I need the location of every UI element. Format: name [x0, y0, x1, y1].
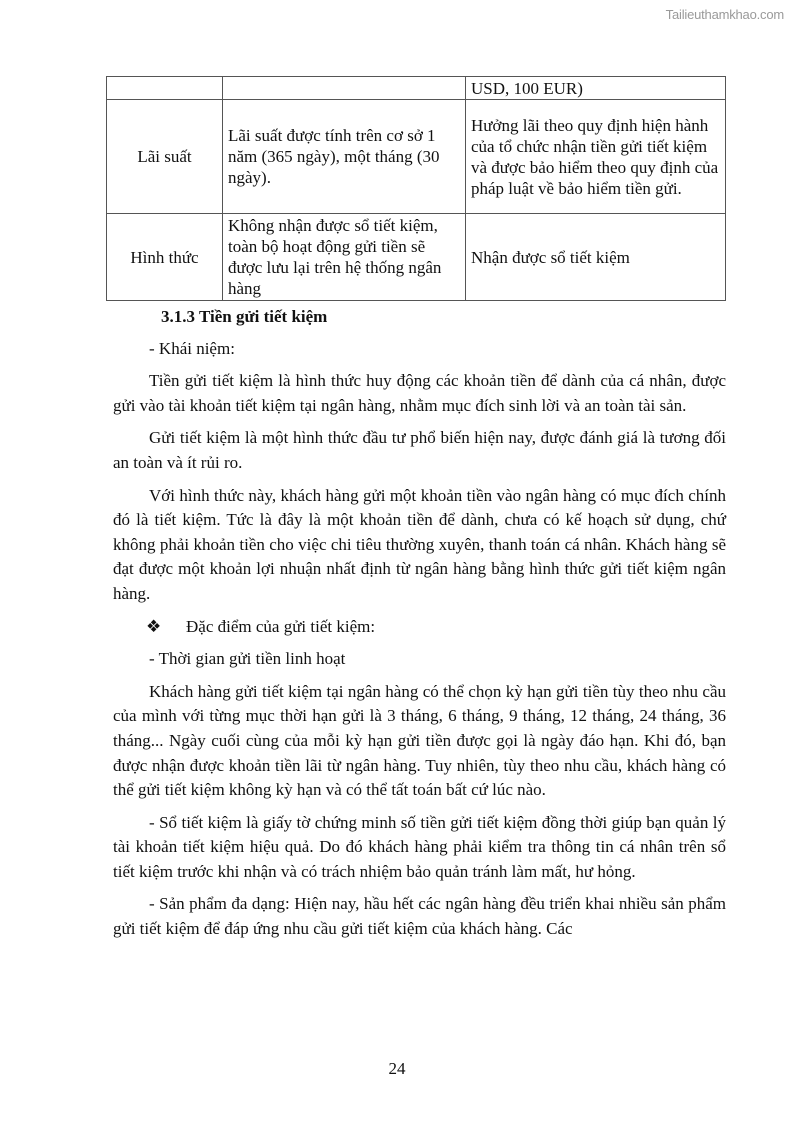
table-cell: [223, 77, 466, 100]
document-body: [113, 305, 726, 950]
page-number: 24: [388, 1059, 406, 1078]
paragraph: - Sổ tiết kiệm là giấy tờ chứng minh số tiền gửi tiết kiệm đồng thời giúp bạn quản lý tài khoản tiết kiệm hiệu quả. Do đó khách hàng phải kiểm tra thông tin cá nhân trên sổ tiết kiệm trước khi nhận và có trách nhiệm bảo quản tránh làm mất, hư hỏng.: [113, 812, 726, 881]
table-row: [107, 77, 726, 100]
paragraph: - Sản phẩm đa dạng: Hiện nay, hầu hết các ngân hàng đều triển khai nhiều sản phẩm gửi tiết kiệm để đáp ứng nhu cầu gửi tiết kiệm của khách hàng. Các: [113, 894, 726, 939]
table-cell-label: Lãi suất: [107, 100, 223, 214]
paragraph: Tiền gửi tiết kiệm là hình thức huy động các khoản tiền để dành của cá nhân, được gửi vào tài khoản tiết kiệm tại ngân hàng, nhằm mục đích sinh lời và an toàn tài sản.: [113, 371, 726, 415]
feature-title: - Thời gian gửi tiền linh hoạt: [149, 649, 346, 669]
section-heading: 3.1.3 Tiền gửi tiết kiệm: [161, 307, 328, 326]
diamond-bullet-icon: ❖: [146, 616, 162, 636]
features-heading: [113, 615, 726, 640]
features-label: Đặc điểm của gửi tiết kiệm:: [186, 616, 376, 636]
table-cell: Không nhận được sổ tiết kiệm, toàn bộ hoạt động gửi tiền sẽ được lưu lại trên hệ thống ngân hàng: [223, 214, 466, 301]
paragraph: Gửi tiết kiệm là một hình thức đầu tư phổ biến hiện nay, được đánh giá là tương đối an toàn và ít rủi ro.: [113, 428, 726, 472]
paragraph: Khách hàng gửi tiết kiệm tại ngân hàng có thể chọn kỳ hạn gửi tiền tùy theo nhu cầu của mình với từng mục thời hạn gửi là 3 tháng, 6 tháng, 9 tháng, 12 tháng, 24 tháng, 36 tháng... Ngày cuối cùng của mỗi kỳ hạn gửi tiền được gọi là ngày đáo hạn. Khi đó, bạn được nhận được khoản tiền lãi từ ngân hàng. Tuy nhiên, tùy theo nhu cầu, khách hàng có thể gửi tiết kiệm không kỳ hạn và có thể tất toán bất cứ lúc nào.: [113, 681, 726, 800]
comparison-table: [106, 76, 726, 301]
table-cell: Lãi suất được tính trên cơ sở 1 năm (365 ngày), một tháng (30 ngày).: [223, 100, 466, 214]
concept-label: - Khái niệm:: [149, 338, 235, 358]
table-cell: Hưởng lãi theo quy định hiện hành của tổ chức nhận tiền gửi tiết kiệm và được bảo hiểm theo quy định của pháp luật về bảo hiểm tiền gửi.: [466, 100, 726, 214]
watermark: Tailieuthamkhao.com: [665, 7, 784, 22]
paragraph: Với hình thức này, khách hàng gửi một khoản tiền vào ngân hàng có mục đích chính đó là tiết kiệm. Tức là đây là một khoản tiền để dành, chưa có kế hoạch sử dụng, chứ không phải khoản tiền cho việc chi tiêu thường xuyên, thanh toán cá nhân. Khách hàng sẽ đạt được một khoản lợi nhuận nhất định từ ngân hàng bằng hình thức gửi tiết kiệm ngân hàng.: [113, 485, 726, 603]
table-cell-label: [107, 77, 223, 100]
table-cell-label: Hình thức: [107, 214, 223, 301]
table-row: [107, 100, 726, 214]
table-cell: USD, 100 EUR): [466, 77, 726, 100]
table-row: [107, 214, 726, 301]
table-cell: Nhận được sổ tiết kiệm: [466, 214, 726, 301]
